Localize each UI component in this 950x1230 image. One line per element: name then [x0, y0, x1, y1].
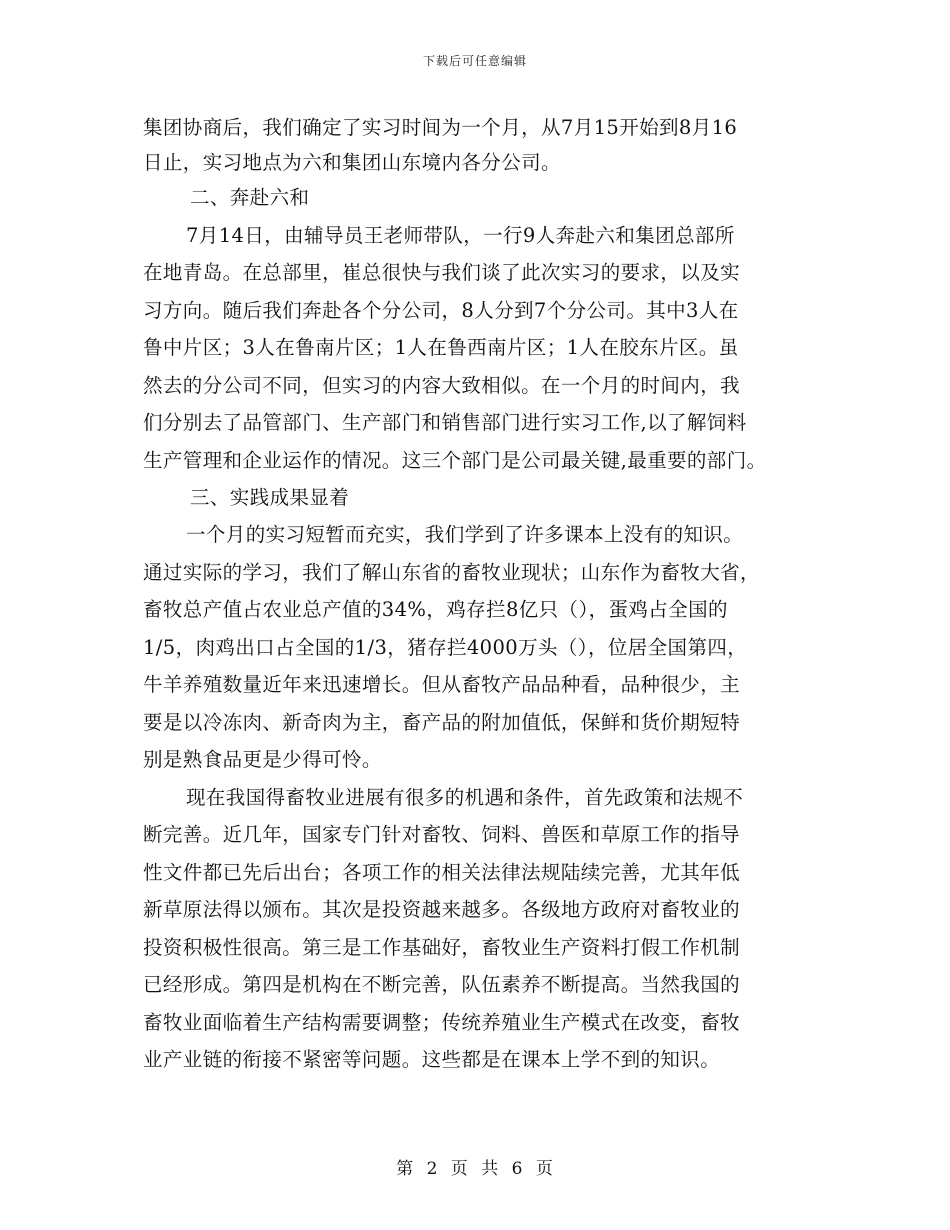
body-line: 日止，实习地点为六和集团山东境内各分公司。 — [143, 151, 561, 174]
body-line: 1/5，肉鸡出口占全国的1/3，猪存拦4000万头（），位居全国第四， — [143, 636, 748, 659]
body-line: 7月14日，由辅导员王老师带队，一行9人奔赴六和集团总部所 — [186, 224, 735, 247]
body-line: 畜牧业面临着生产结构需要调整；传统养殖业生产模式在改变，畜牧 — [143, 1011, 741, 1034]
body-line: 一个月的实习短暂而充实，我们学到了许多课本上没有的知识。 — [186, 523, 744, 546]
body-line: 然去的分公司不同，但实习的内容大致相似。在一个月的时间内，我 — [143, 374, 741, 397]
body-line: 新草原法得以颁布。其次是投资越来越多。各级地方政府对畜牧业的 — [143, 898, 741, 921]
body-line: 生产管理和企业运作的情况。这三个部门是公司最关键,最重要的部门。 — [143, 449, 767, 472]
body-line: 要是以冷冻肉、新奇肉为主，畜产品的附加值低，保鲜和货价期短特 — [143, 711, 741, 734]
body-line: 牛羊养殖数量近年来迅速增长。但从畜牧产品品种看，品种很少，主 — [143, 673, 741, 696]
section-heading: 三、实践成果显着 — [190, 486, 350, 509]
body-line: 集团协商后，我们确定了实习时间为一个月，从7月15开始到8月16 — [143, 116, 738, 139]
body-line: 们分别去了品管部门、生产部门和销售部门进行实习工作,以了解饲料 — [143, 411, 747, 434]
body-line: 已经形成。第四是机构在不断完善，队伍素养不断提高。当然我国的 — [143, 973, 741, 996]
page-number: 第 2 页 共 6 页 — [396, 1159, 554, 1179]
body-line: 性文件都已先后出台；各项工作的相关法律法规陆续完善，尤其年低 — [143, 861, 741, 884]
body-line: 投资积极性很高。第三是工作基础好，畜牧业生产资料打假工作机制 — [143, 936, 741, 959]
body-line: 业产业链的衔接不紧密等问题。这些都是在课本上学不到的知识。 — [143, 1048, 721, 1071]
body-line: 习方向。随后我们奔赴各个分公司，8人分到7个分公司。其中3人在 — [143, 299, 739, 322]
body-line: 在地青岛。在总部里，崔总很快与我们谈了此次实习的要求，以及实 — [143, 261, 741, 284]
body-line: 断完善。近几年，国家专门针对畜牧、饲料、兽医和草原工作的指导 — [143, 823, 741, 846]
body-line: 别是熟食品更是少得可怜。 — [143, 748, 382, 771]
body-line: 通过实际的学习，我们了解山东省的畜牧业现状；山东作为畜牧大省， — [143, 561, 760, 584]
body-line: 鲁中片区；3人在鲁南片区；1人在鲁西南片区；1人在胶东片区。虽 — [143, 336, 739, 359]
body-line: 现在我国得畜牧业进展有很多的机遇和条件，首先政策和法规不 — [186, 786, 744, 809]
section-heading: 二、奔赴六和 — [190, 186, 310, 209]
body-line: 畜牧总产值占农业总产值的34%，鸡存拦8亿只（），蛋鸡占全国的 — [143, 598, 728, 621]
page-header: 下载后可任意编辑 — [422, 54, 527, 68]
